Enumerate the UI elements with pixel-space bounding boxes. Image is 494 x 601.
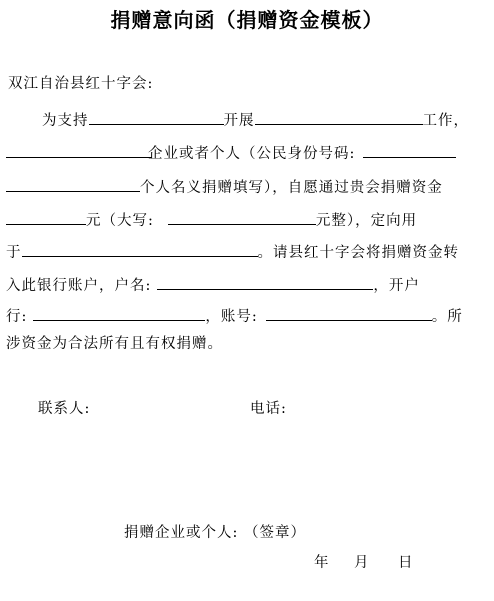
para-line-8: 涉资金为合法所有且有权捐赠。 xyxy=(6,336,223,352)
contact-label: 联系人: xyxy=(38,401,91,417)
donor-name-field[interactable] xyxy=(6,140,148,158)
account-name-field[interactable] xyxy=(157,271,373,290)
page-title: 捐赠意向函（捐赠资金模板） xyxy=(110,8,384,32)
support-field[interactable] xyxy=(89,106,224,125)
date-month: 月 xyxy=(354,555,370,571)
salutation: 双江自治县红十字会: xyxy=(8,76,154,92)
phone-label: 电话: xyxy=(250,401,287,417)
purpose-field[interactable] xyxy=(22,238,258,257)
para-line-4: 元（大写: 元整），定向用 xyxy=(6,206,417,230)
id-number-field[interactable] xyxy=(363,139,456,158)
bank-field[interactable] xyxy=(33,302,205,321)
para-line-5: 于 。请县红十字会将捐赠资金转 xyxy=(6,238,459,262)
donor-name-cont-field[interactable] xyxy=(6,173,140,192)
account-number-field[interactable] xyxy=(266,302,432,321)
para-line-2: 企业或者个人（公民身份号码: xyxy=(6,139,456,163)
para-line-3: 个人名义捐赠填写），自愿通过贵会捐赠资金 xyxy=(6,173,443,197)
date-day: 日 xyxy=(398,555,414,571)
signer-label: 捐赠企业或个人: （签章） xyxy=(124,525,306,541)
para-line-1: 为支持 开展 工作， xyxy=(42,106,469,130)
amount-field[interactable] xyxy=(6,206,86,225)
project-field[interactable] xyxy=(255,106,423,125)
para-line-7: 行: ，账号: 。所 xyxy=(6,302,463,326)
para-line-6: 入此银行账户，户名: ，开户 xyxy=(6,271,420,295)
amount-uppercase-field[interactable] xyxy=(168,206,316,225)
date-year: 年 xyxy=(314,555,330,571)
